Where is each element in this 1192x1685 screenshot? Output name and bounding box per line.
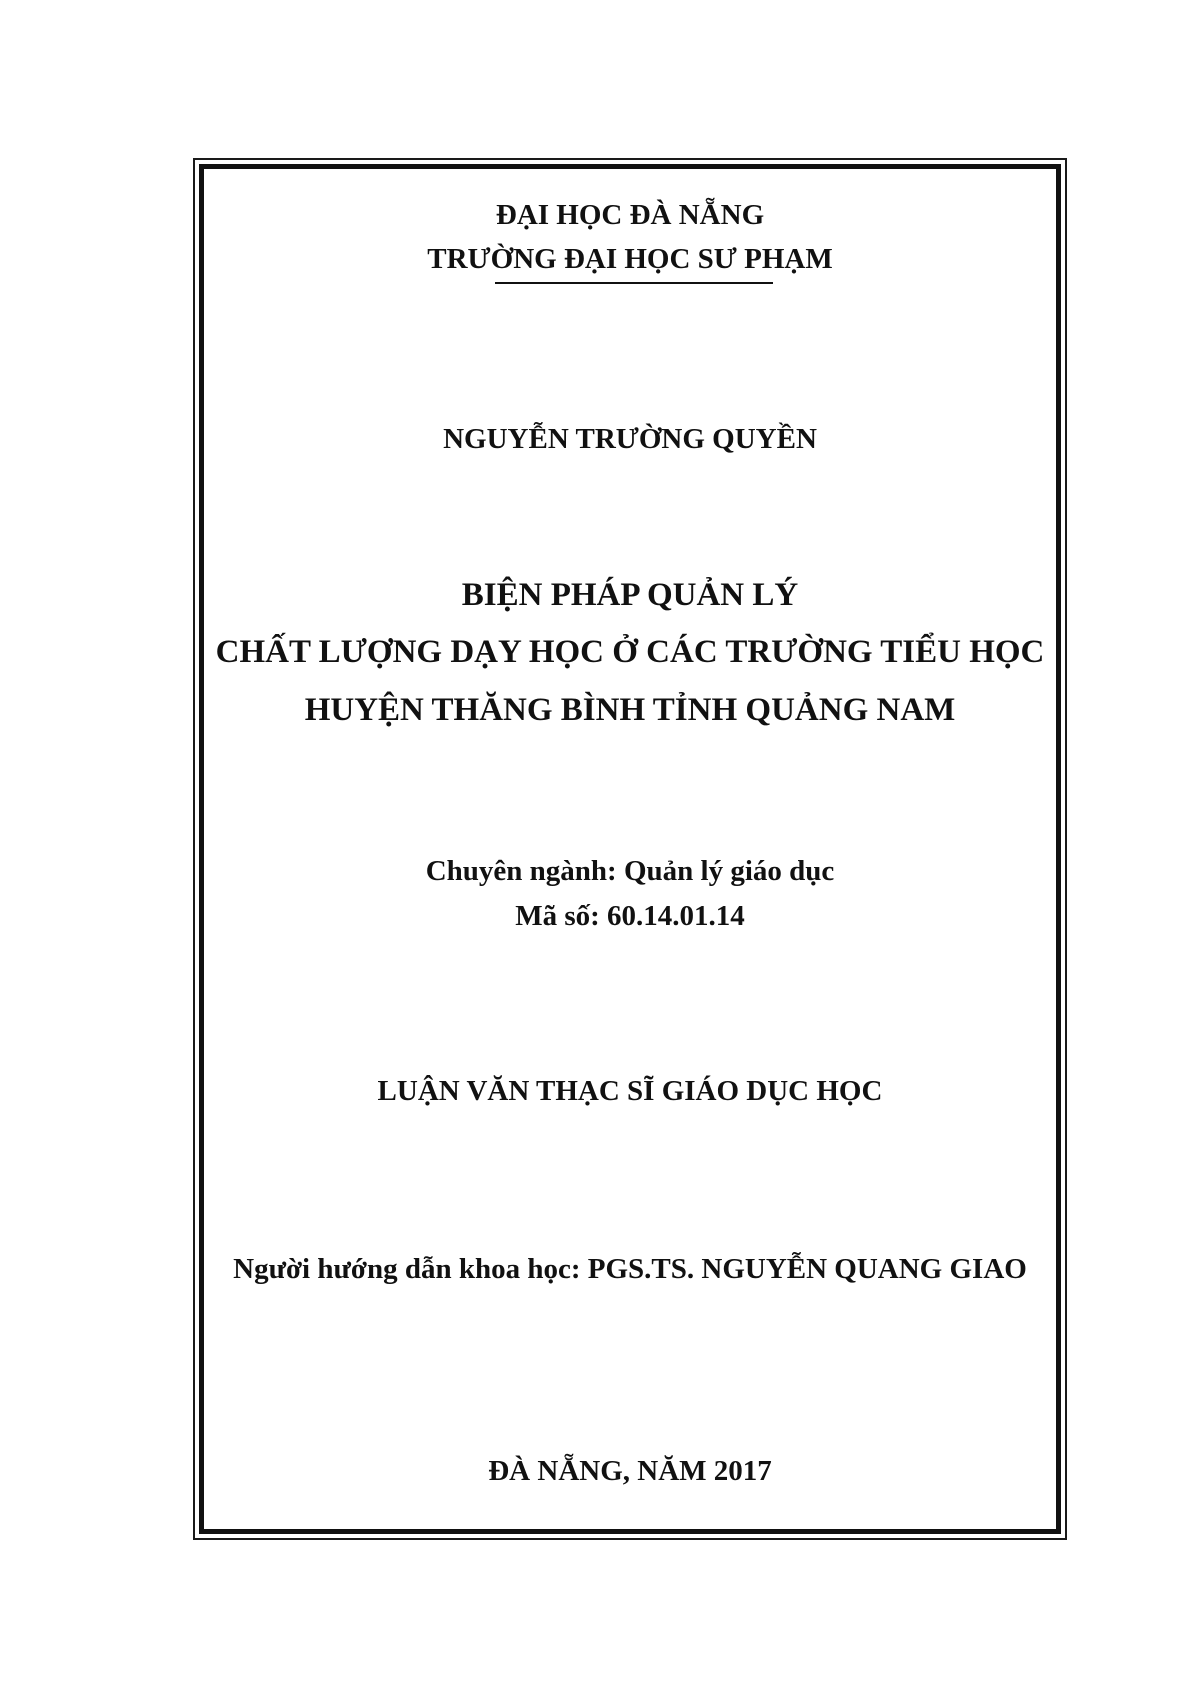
place-and-year: ĐÀ NẴNG, NĂM 2017 xyxy=(488,1455,772,1487)
cover-frame-inner xyxy=(199,164,1061,1534)
school-underline xyxy=(495,282,773,284)
degree-type: LUẬN VĂN THẠC SĨ GIÁO DỤC HỌC xyxy=(377,1075,883,1107)
thesis-title-line-2: CHẤT LƯỢNG DẠY HỌC Ở CÁC TRƯỜNG TIỂU HỌC xyxy=(215,634,1045,670)
major-code: Mã số: 60.14.01.14 xyxy=(515,900,745,932)
author-name: NGUYỄN TRƯỜNG QUYỀN xyxy=(443,423,817,455)
advisor-line: Người hướng dẫn khoa học: PGS.TS. NGUYỄN QUANG GIAO xyxy=(233,1253,1027,1285)
school-name: TRƯỜNG ĐẠI HỌC SƯ PHẠM xyxy=(427,243,833,275)
thesis-title-line-3: HUYỆN THĂNG BÌNH TỈNH QUẢNG NAM xyxy=(304,692,956,728)
university-name: ĐẠI HỌC ĐÀ NẴNG xyxy=(495,199,765,231)
major-label: Chuyên ngành: Quản lý giáo dục xyxy=(425,855,835,887)
thesis-title-line-1: BIỆN PHÁP QUẢN LÝ xyxy=(461,577,799,613)
